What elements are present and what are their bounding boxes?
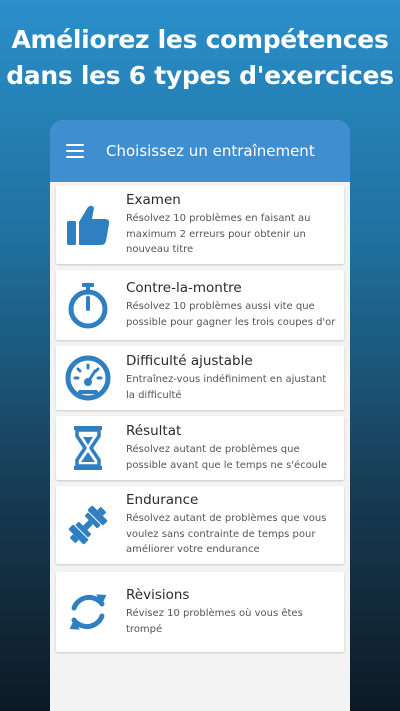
training-list [50,182,350,652]
item-description: Entraînez-vous indéfiniment en ajustant la difficulté [126,374,327,401]
item-description: Résolvez 10 problèmes aussi vite que possible pour gagner les trois coupes d'or [126,301,336,328]
item-title: Examen [126,192,181,209]
headline-line-2: dans les 6 types d'exercices [6,61,394,90]
thumbs-up-icon [62,199,114,251]
hourglass-icon [62,422,114,474]
list-item-endurance[interactable] [56,486,344,564]
item-title: Contre-la-montre [126,280,242,296]
app-bar [50,120,350,182]
promo-headline [0,22,400,94]
hamburger-menu-icon[interactable] [66,144,84,158]
item-title: Endurance [126,492,199,509]
item-title: Difficulté ajustable [126,353,253,369]
phone-screen [50,120,350,711]
list-item-examen[interactable] [56,186,344,264]
list-item-resultat[interactable] [56,416,344,480]
item-title: Résultat [126,423,182,439]
item-description: Résolvez autant de problèmes que vous voulez sans contrainte de temps pour améliorer votre endurance [126,513,327,556]
list-item-difficulte-ajustable[interactable] [56,346,344,410]
item-description: Révisez 10 problèmes où vous êtes trompé [126,608,303,635]
list-item-contre-la-montre[interactable] [56,270,344,340]
gauge-icon [62,352,114,404]
dumbbell-icon [62,499,114,551]
item-title: Rèvisions [126,587,190,603]
item-description: Résolvez 10 problèmes en faisant au maximum 2 erreurs pour obtenir un nouveau titre [126,213,311,256]
headline-line-1: Améliorez les compétences [11,25,389,54]
page-title: Choisissez un entraînement [106,142,315,160]
item-description: Résolvez autant de problèmes que possible avant que le temps ne s'écoule [126,444,328,471]
stopwatch-icon [62,279,114,331]
refresh-icon [62,586,114,638]
list-item-revisions[interactable] [56,572,344,652]
